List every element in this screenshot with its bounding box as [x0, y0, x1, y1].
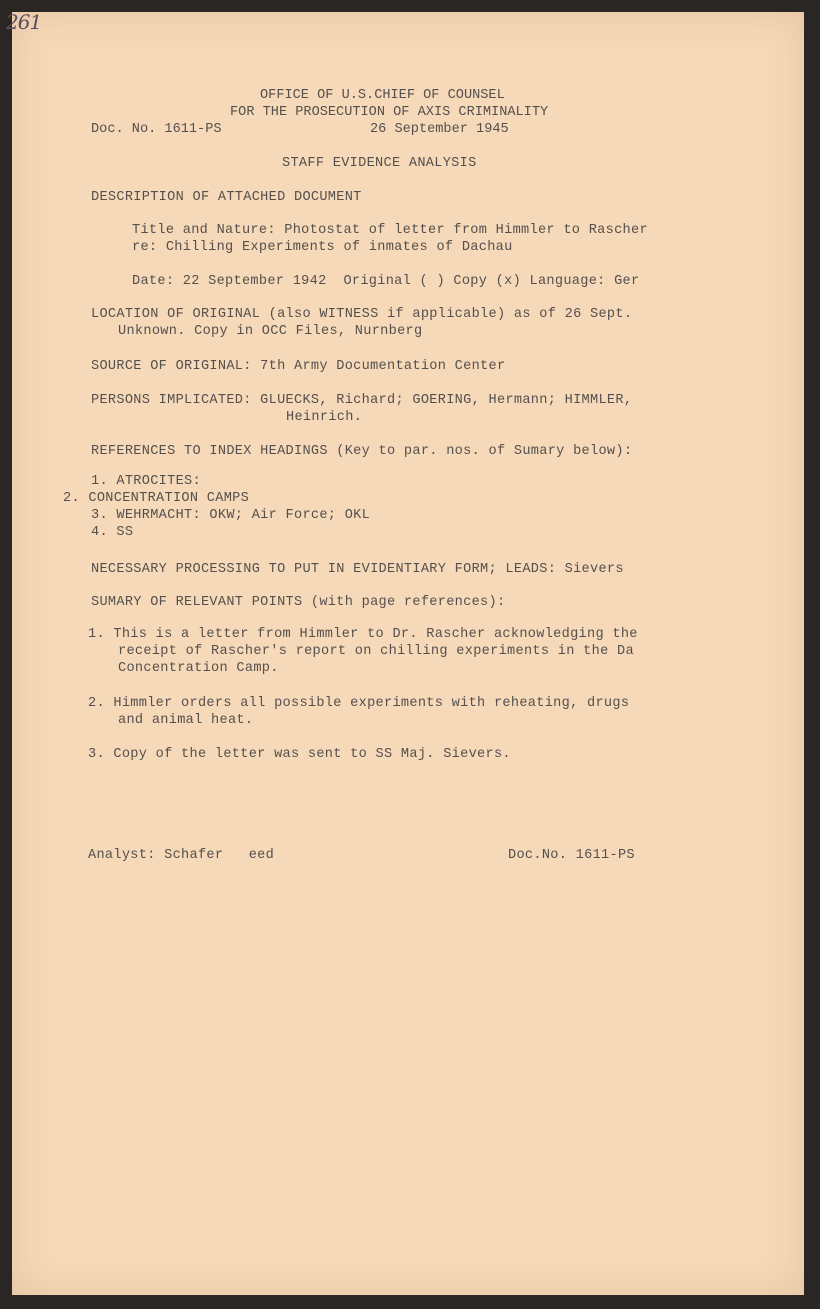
location-line-1: LOCATION OF ORIGINAL (also WITNESS if applicable) as of 26 Sept.: [91, 307, 633, 322]
index-item: 3. WEHRMACHT: OKW; Air Force; OKL: [91, 508, 371, 523]
header-doc-no: Doc. No. 1611-PS: [91, 122, 222, 137]
summary-point-2-line-1: 2. Himmler orders all possible experiments with reheating, drugs: [88, 696, 630, 711]
page-number-handwritten: 261: [6, 10, 42, 34]
title-nature-line-2: re: Chilling Experiments of inmates of Dachau: [132, 240, 513, 255]
summary-point-3-line-1: 3. Copy of the letter was sent to SS Maj. Sievers.: [88, 747, 511, 762]
date-line: Date: 22 September 1942 Original ( ) Copy (x) Language: Ger: [132, 274, 640, 289]
index-item: 4. SS: [91, 525, 134, 540]
necessary-processing-line: NECESSARY PROCESSING TO PUT IN EVIDENTIARY FORM; LEADS: Sievers: [91, 562, 624, 577]
location-line-2: Unknown. Copy in OCC Files, Nurnberg: [118, 324, 423, 339]
title-nature-line-1: Title and Nature: Photostat of letter from Himmler to Rascher: [132, 223, 648, 238]
summary-point-1-line-3: Concentration Camp.: [118, 661, 279, 676]
analyst-line: Analyst: Schafer eed: [88, 848, 275, 863]
persons-line-1: PERSONS IMPLICATED: GLUECKS, Richard; GOERING, Hermann; HIMMLER,: [91, 393, 633, 408]
summary-point-1-line-2: receipt of Rascher's report on chilling experiments in the Da: [118, 644, 634, 659]
description-heading: DESCRIPTION OF ATTACHED DOCUMENT: [91, 190, 362, 205]
index-item: 2. CONCENTRATION CAMPS: [63, 491, 250, 506]
persons-line-2: Heinrich.: [286, 410, 363, 425]
footer-doc-no: Doc.No. 1611-PS: [508, 848, 635, 863]
index-item: 1. ATROCITES:: [91, 474, 201, 489]
summary-point-1-line-1: 1. This is a letter from Himmler to Dr. Rascher acknowledging the: [88, 627, 638, 642]
header-line-1: OFFICE OF U.S.CHIEF OF COUNSEL: [260, 88, 505, 103]
summary-point-2-line-2: and animal heat.: [118, 713, 254, 728]
references-heading: REFERENCES TO INDEX HEADINGS (Key to par. nos. of Sumary below):: [91, 444, 633, 459]
document-title: STAFF EVIDENCE ANALYSIS: [282, 156, 477, 171]
header-line-2: FOR THE PROSECUTION OF AXIS CRIMINALITY: [230, 105, 549, 120]
summary-heading: SUMARY OF RELEVANT POINTS (with page references):: [91, 595, 506, 610]
header-date: 26 September 1945: [370, 122, 509, 137]
source-line: SOURCE OF ORIGINAL: 7th Army Documentation Center: [91, 359, 506, 374]
